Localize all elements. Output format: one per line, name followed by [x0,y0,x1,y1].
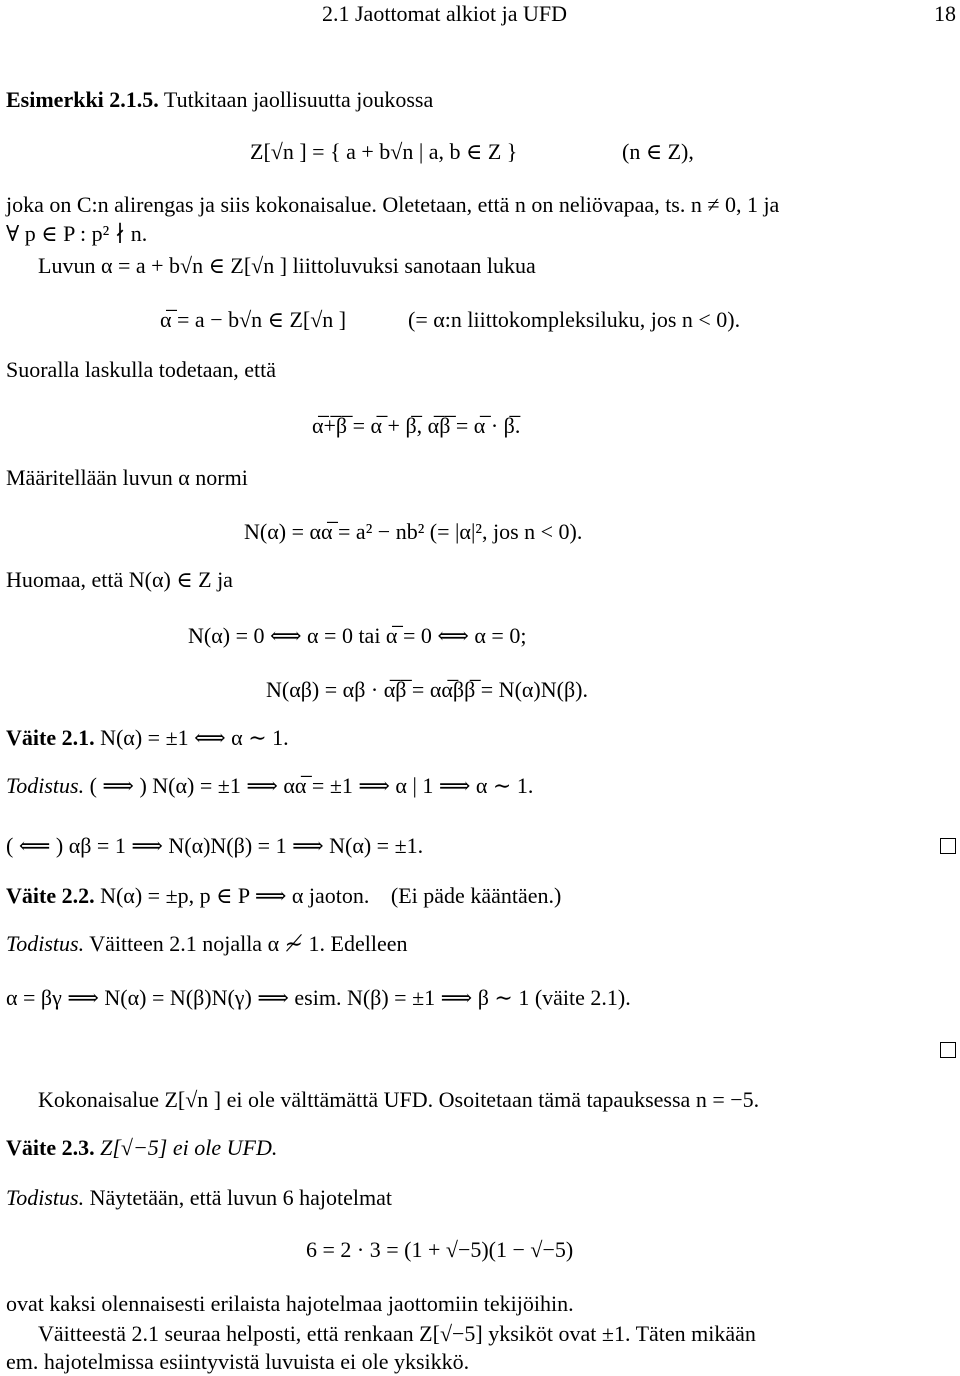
proof-text: Väitteen 2.1 nojalla α ≁ 1. Edelleen [89,931,408,956]
note-formula-2: N(αβ) = αβ · α̅β̅ = αα̅ββ̅ = N(α)N(β). [266,677,588,702]
set-formula: Z[√n ] = { a + b√n | a, b ∈ Z } [250,139,518,164]
proof-2-1-line-1 [6,774,533,798]
conjugate-note: (= α:n liittokompleksiluku, jos n < 0). [408,307,741,332]
conjugate-formula: α̅ = a − b√n ∈ Z[√n ] [160,307,347,332]
proof-text: ( ⟹ ) N(α) = ±1 ⟹ αα̅ = ±1 ⟹ α | 1 ⟹ α ∼ 1. [89,773,534,798]
calculation-formula: α̅+̅β̅ = α̅ + β̅, α̅β̅ = α̅ · β̅. [312,413,521,438]
factorization-formula: 6 = 2 · 3 = (1 + √−5)(1 − √−5) [306,1237,574,1262]
norm-definition: Määritellään luvun α normi [6,465,248,490]
note-formula-1: N(α) = 0 ⟺ α = 0 tai α̅ = 0 ⟺ α = 0; [188,623,527,648]
claim-2-1 [6,726,289,750]
proof-2-2-line-2: α = βγ ⟹ N(α) = N(β)N(γ) ⟹ esim. N(β) = ±1 ⟹ β ∼ 1 (väite 2.1). [6,985,631,1010]
paragraph-line: Väitteestä 2.1 seuraa helposti, että renkaan Z[√−5] yksiköt ovat ±1. Täten mikään [38,1321,756,1346]
example-intro: Tutkitaan jaollisuutta joukossa [163,87,434,112]
proof-label: Todistus. [6,931,85,956]
set-condition: (n ∈ Z), [622,139,694,164]
qed-mark [940,1042,956,1058]
note-intro: Huomaa, että N(α) ∈ Z ja [6,567,233,592]
example-label: Esimerkki 2.1.5. [6,87,159,112]
paragraph-line: ∀ p ∈ P : p² ∤ n. [6,221,148,246]
claim-2-3 [6,1136,277,1160]
proof-2-3-line-1 [6,1186,392,1210]
paragraph-line: em. hajotelmissa esiintyvistä luvuista ei ole yksikkö. [6,1349,470,1374]
claim-remark: (Ei päde kääntäen.) [390,883,562,908]
calculation-intro: Suoralla laskulla todetaan, että [6,357,277,382]
paragraph-line: joka on C:n alirengas ja siis kokonaisalue. Oletetaan, että n on neliövapaa, ts. n ≠ 0, 1 ja [6,192,780,217]
paragraph-line: ovat kaksi olennaisesti erilaista hajotelmaa jaottomiin tekijöihin. [6,1291,574,1316]
proof-label: Todistus. [6,773,85,798]
conjugate-definition: Luvun α = a + b√n ∈ Z[√n ] liittoluvuksi sanotaan lukua [38,253,536,278]
proof-text: Näytetään, että luvun 6 hajotelmat [89,1185,392,1210]
claim-label: Väite 2.3. [6,1135,95,1160]
running-header: 2.1 Jaottomat alkiot ja UFD [322,1,568,26]
norm-formula: N(α) = αα̅ = a² − nb² (= |α|², jos n < 0). [244,519,583,544]
proof-label: Todistus. [6,1185,85,1210]
transition-text: Kokonaisalue Z[√n ] ei ole välttämättä UFD. Osoitetaan tämä tapauksessa n = −5. [38,1087,760,1112]
claim-label: Väite 2.1. [6,725,95,750]
proof-2-2-line-1 [6,932,408,956]
claim-text: N(α) = ±p, p ∈ P ⟹ α jaoton. [100,883,370,908]
claim-label: Väite 2.2. [6,883,95,908]
qed-mark [940,838,956,854]
example-block [6,88,433,112]
claim-text: Z[√−5] ei ole UFD. [100,1135,278,1160]
claim-text: N(α) = ±1 ⟺ α ∼ 1. [100,725,289,750]
proof-2-1-line-2: ( ⟸ ) αβ = 1 ⟹ N(α)N(β) = 1 ⟹ N(α) = ±1. [6,833,424,858]
claim-2-2 [6,884,561,908]
page-number: 18 [934,1,956,26]
